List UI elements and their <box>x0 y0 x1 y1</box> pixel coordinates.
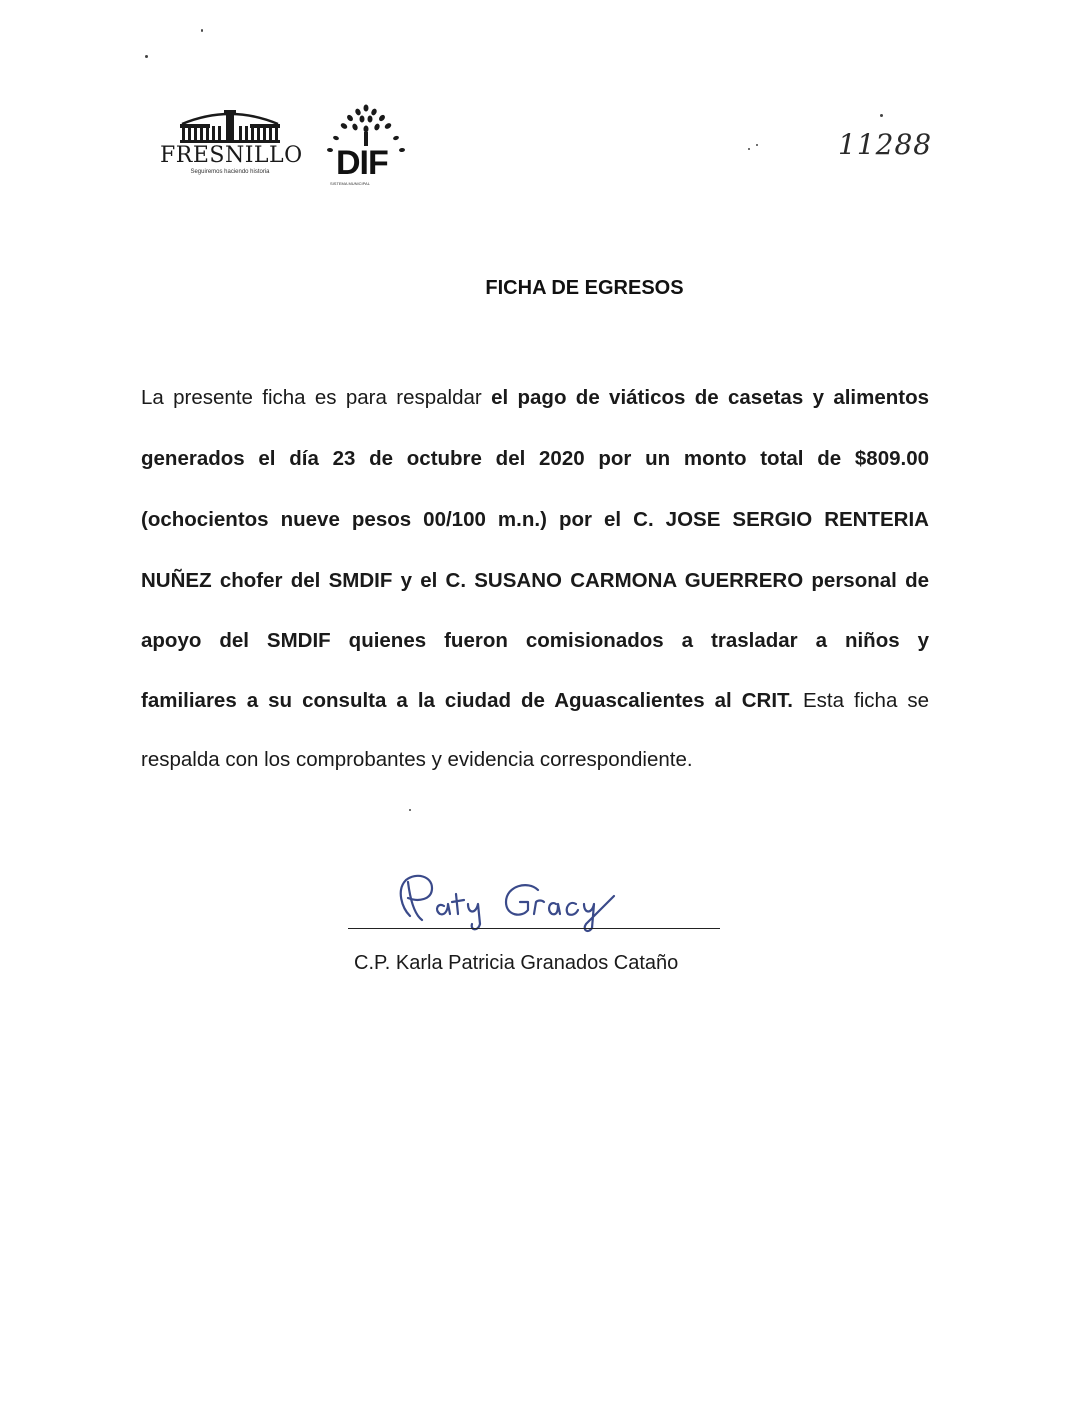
fresnillo-building-icon <box>180 102 280 144</box>
signer-name: C.P. Karla Patricia Granados Cataño <box>354 952 679 974</box>
paragraph-line: NUÑEZ chofer del SMDIF y el C. SUSANO CARMONA GUERRERO personal de <box>141 569 929 592</box>
paragraph-line: (ochocientos nueve pesos 00/100 m.n.) por el C. JOSE SERGIO RENTERIA <box>141 508 929 531</box>
scan-speck <box>201 29 203 32</box>
dif-logo <box>322 104 412 190</box>
fresnillo-wordmark: FRESNILLO <box>160 143 303 168</box>
folio-number: 11288 <box>838 128 933 161</box>
scan-speck <box>880 114 883 117</box>
dif-wordmark: DIF <box>336 144 388 182</box>
fresnillo-logo <box>160 102 303 182</box>
paragraph-line: familiares a su consulta a la ciudad de Aguascalientes al CRIT. Esta ficha se <box>141 689 930 712</box>
paragraph-line: La presente ficha es para respaldar el pago de viáticos de casetas y alimentos <box>141 386 930 409</box>
dif-subtext: SISTEMA MUNICIPAL <box>330 181 370 186</box>
paragraph-line: respalda con los comprobantes y evidencia correspondiente. <box>141 748 693 771</box>
paragraph-line: apoyo del SMDIF quienes fueron comisionados a trasladar a niños y <box>141 629 929 652</box>
scan-speck <box>756 144 758 146</box>
paragraph-line: generados el día 23 de octubre del 2020 por un monto total de $809.00 <box>141 447 929 470</box>
fresnillo-tagline: Seguiremos haciendo historia <box>190 169 270 175</box>
signature-line <box>348 928 720 929</box>
document-title: FICHA DE EGRESOS <box>485 277 684 299</box>
scan-speck <box>748 148 750 150</box>
scan-speck <box>145 55 148 58</box>
scan-speck <box>409 809 411 811</box>
signature-block <box>348 868 720 938</box>
